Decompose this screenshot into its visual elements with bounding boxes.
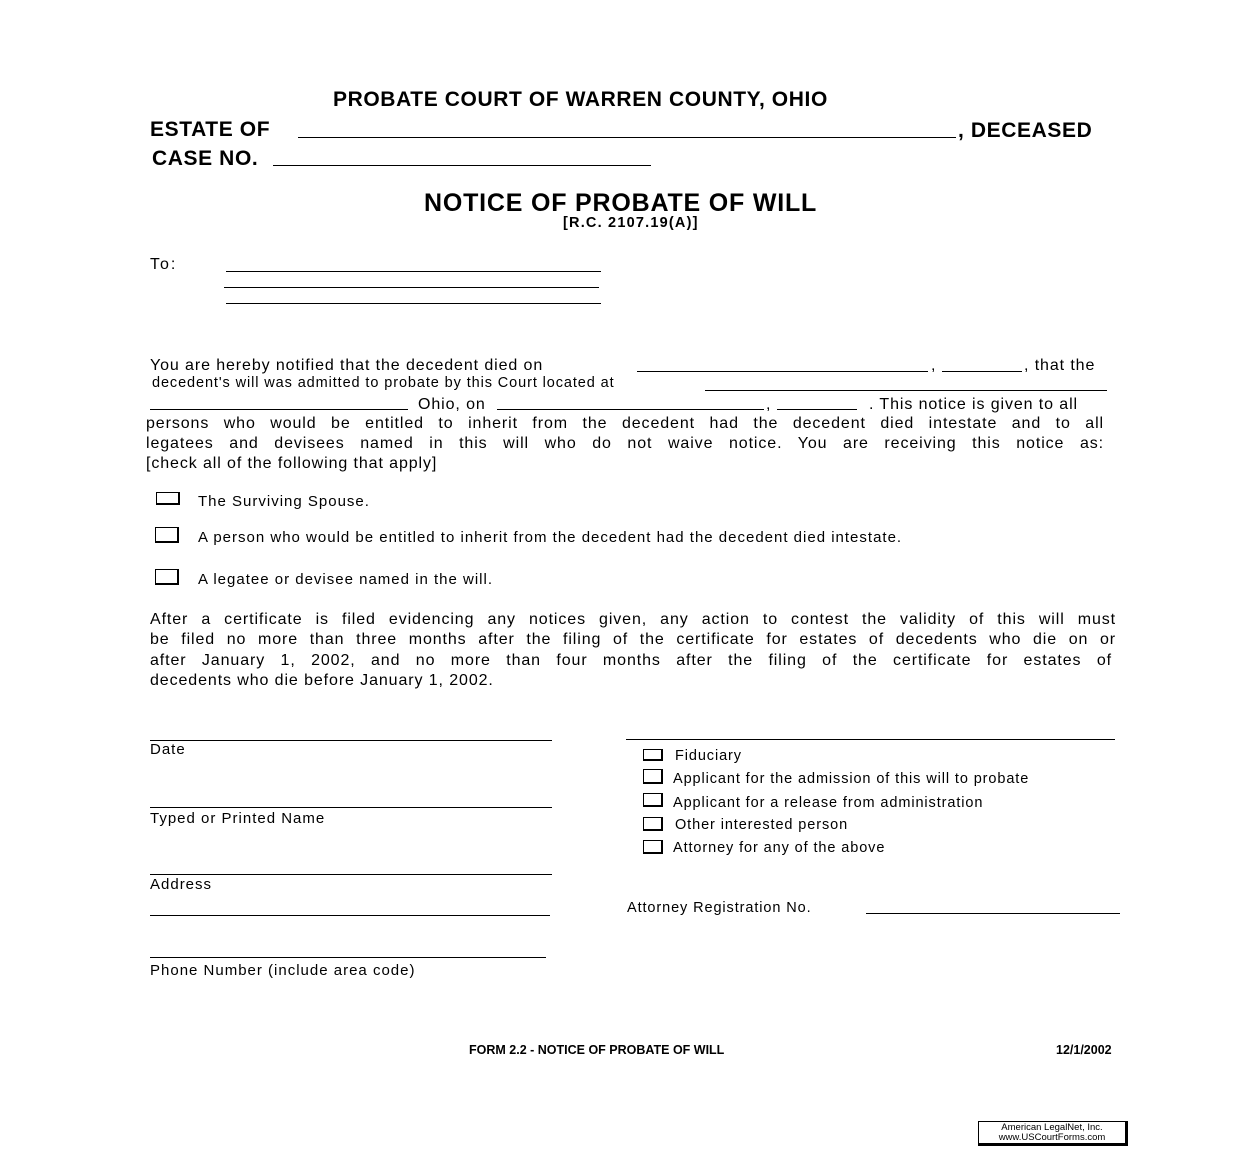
publisher-website: www.USCourtForms.com xyxy=(998,1132,1106,1143)
intestate-heir-checkbox[interactable] xyxy=(155,527,179,543)
phone-label: Phone Number (include area code) xyxy=(150,962,416,979)
case-number-label: CASE NO. xyxy=(152,147,259,170)
contest-line-3: after January 1, 2002, and no more than four months after the filing of the certificate for estates of xyxy=(150,652,1112,669)
notice-line-3-b: . This notice is given to all xyxy=(869,396,1079,413)
court-location-field[interactable] xyxy=(705,390,1107,391)
to-address-line-3[interactable] xyxy=(226,303,601,304)
statute-reference: [R.C. 2107.19(A)] xyxy=(563,215,699,231)
notice-line-5: legatees and devisees named in this will who do not waive notice. You are receiving this notice as: xyxy=(146,435,1104,452)
surviving-spouse-checkbox[interactable] xyxy=(156,492,180,505)
other-interested-label: Other interested person xyxy=(675,817,849,833)
applicant-admission-checkbox[interactable] xyxy=(643,769,663,784)
date-line[interactable] xyxy=(150,740,552,741)
form-footer-title: FORM 2.2 - NOTICE OF PROBATE OF WILL xyxy=(469,1043,725,1057)
intestate-heir-label: A person who would be entitled to inherit from the decedent had the decedent died intestate. xyxy=(198,529,903,546)
case-number-field[interactable] xyxy=(273,165,651,166)
address-line-1[interactable] xyxy=(150,874,552,875)
legatee-devisee-label: A legatee or devisee named in the will. xyxy=(198,571,493,588)
address-label: Address xyxy=(150,876,213,893)
admission-date-field[interactable] xyxy=(497,409,764,410)
year-of-death-field[interactable] xyxy=(942,371,1022,372)
surviving-spouse-label: The Surviving Spouse. xyxy=(198,493,370,510)
to-address-line-1[interactable] xyxy=(226,271,601,272)
date-of-death-field[interactable] xyxy=(637,371,928,372)
applicant-release-checkbox[interactable] xyxy=(643,793,663,807)
form-title: NOTICE OF PROBATE OF WILL xyxy=(424,189,818,217)
signature-line[interactable] xyxy=(626,739,1115,740)
to-address-line-2[interactable] xyxy=(224,287,599,288)
estate-name-field[interactable] xyxy=(298,137,956,138)
notice-line-1-a: You are hereby notified that the decedent died on xyxy=(150,357,544,374)
publisher-stamp xyxy=(978,1121,1126,1144)
notice-line-1-comma: , xyxy=(931,357,937,374)
phone-line[interactable] xyxy=(150,957,546,958)
contest-line-2: be filed no more than three months after the filing of the certificate for estates of decedents who die on or xyxy=(150,631,1116,648)
fiduciary-checkbox[interactable] xyxy=(643,749,663,761)
admission-year-field[interactable] xyxy=(777,409,857,410)
fiduciary-label: Fiduciary xyxy=(675,748,742,764)
applicant-admission-label: Applicant for the admission of this will to probate xyxy=(673,771,1030,787)
publisher-name: American LegalNet, Inc. xyxy=(1001,1122,1103,1133)
notice-line-1-b: , that the xyxy=(1024,357,1096,374)
form-revision-date: 12/1/2002 xyxy=(1056,1043,1112,1057)
notice-line-4: persons who would be entitled to inherit from the decedent had the decedent died intestate and to all xyxy=(146,415,1104,432)
notice-line-2: decedent's will was admitted to probate by this Court located at xyxy=(152,375,615,391)
legatee-devisee-checkbox[interactable] xyxy=(155,569,179,585)
contest-line-1: After a certificate is filed evidencing any notices given, any action to contest the validity of this will must xyxy=(150,611,1116,628)
attorney-checkbox[interactable] xyxy=(643,840,663,854)
deceased-label: , DECEASED xyxy=(958,119,1093,142)
notice-line-3-comma: , xyxy=(766,396,772,413)
notice-line-6: [check all of the following that apply] xyxy=(146,455,438,472)
attorney-label: Attorney for any of the above xyxy=(673,840,886,856)
printed-name-line[interactable] xyxy=(150,807,552,808)
notice-line-3-a: Ohio, on xyxy=(418,396,486,413)
court-city-field[interactable] xyxy=(150,409,408,410)
court-name: PROBATE COURT OF WARREN COUNTY, OHIO xyxy=(333,88,828,111)
applicant-release-label: Applicant for a release from administration xyxy=(673,795,984,811)
contest-line-4: decedents who die before January 1, 2002. xyxy=(150,672,494,689)
attorney-registration-field[interactable] xyxy=(866,913,1120,914)
attorney-registration-label: Attorney Registration No. xyxy=(627,900,812,916)
other-interested-checkbox[interactable] xyxy=(643,817,663,831)
estate-label: ESTATE OF xyxy=(150,118,271,141)
printed-name-label: Typed or Printed Name xyxy=(150,810,326,827)
date-label: Date xyxy=(150,741,186,758)
to-label: To: xyxy=(150,256,178,273)
address-line-2[interactable] xyxy=(150,915,550,916)
